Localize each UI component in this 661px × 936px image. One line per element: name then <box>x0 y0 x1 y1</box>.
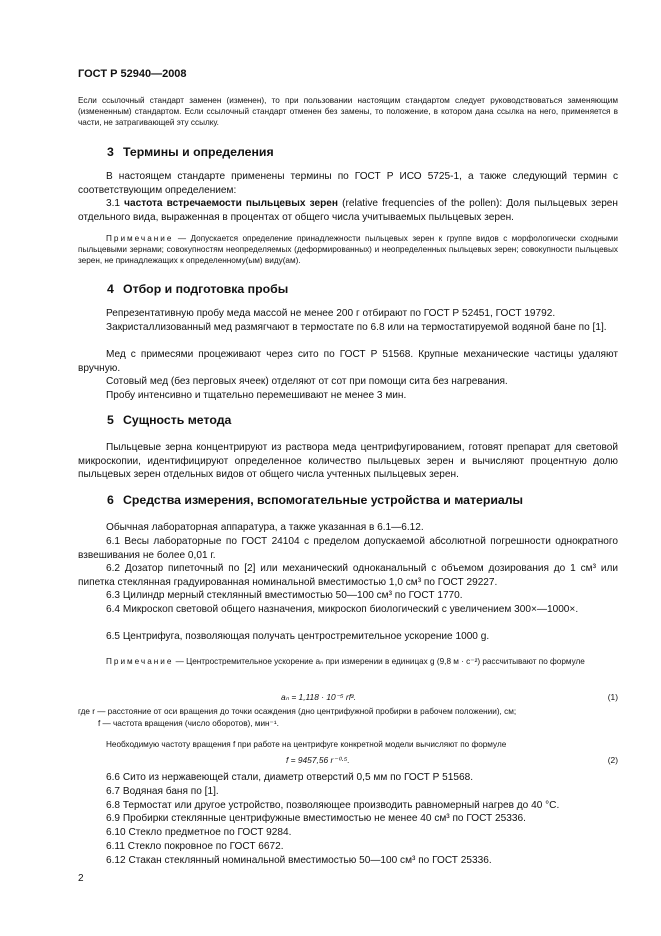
s4-paragraph-3: Мед с примесями процеживают через сито по ГОСТ Р 51568. Крупные механические частицы удаляют вручную. <box>78 349 618 374</box>
section-5-number: 5 <box>107 413 114 427</box>
s5-paragraph: Пыльцевые зерна концентрируют из раствора меда центрифугированием, готовят препарат для световой микроскопии, идентифицируют определенное количество пыльцевых зерен и вычисляют процентную долю пыльцевых зерен отдельных видов от общего числа учтенных пыльцевых зерен. <box>78 442 618 481</box>
section-4-number: 4 <box>107 282 114 296</box>
section-4-heading <box>107 282 288 296</box>
note-text: — Центростремительное ускорение aₙ при измерении в единицах g (9,8 м · c⁻²) рассчитывают по формуле <box>175 657 585 666</box>
s6-intro: Обычная лабораторная аппаратура, а также указанная в 6.1—6.12. <box>106 522 424 533</box>
note-text: — Допускается определение принадлежности пыльцевых зерен к группе видов с морфологически сходными пыльцевыми зернами; совокупностям неопределяемых (деформированных) и неопределенных пыльцевых зерен; совокупности пыльцевых зерен, не принадлежащих к определенному(ым) виду(ам). <box>78 234 618 266</box>
note-label: Примечание <box>106 657 174 666</box>
page-number: 2 <box>78 873 84 884</box>
formula-1: aₙ = 1,118 · 10⁻⁵ rf². <box>281 692 357 702</box>
formula-1-number: (1) <box>607 692 618 702</box>
s4-paragraph-5: Пробу интенсивно и тщательно перемешивают не менее 3 мин. <box>106 390 407 401</box>
s6-item-7: 6.7 Водяная баня по [1]. <box>106 786 219 797</box>
where-f: f — частота вращения (число оборотов), мин⁻¹. <box>98 719 279 728</box>
section-3-number: 3 <box>107 145 114 159</box>
section-3-heading <box>107 145 274 159</box>
s6-item-12: 6.12 Стакан стеклянный номинальной вместимостью 50—100 см³ по ГОСТ 25336. <box>106 855 492 866</box>
s6-item-9: 6.9 Пробирки стеклянные центрифужные вместимостью не менее 40 см³ по ГОСТ 25336. <box>106 813 526 824</box>
formula-2-number: (2) <box>607 755 618 765</box>
s6-item-4: 6.4 Микроскоп световой общего назначения, микроскоп биологический с увеличением 300×—1000×. <box>106 604 579 615</box>
formula-2: f = 9457,56 r⁻⁰·⁵. <box>286 755 350 765</box>
s6-item-2: 6.2 Дозатор пипеточный по [2] или механический одноканальный с объемом дозирования до 1 см³ или пипетка стеклянная градуированная номинальной вместимостью 1,0 см³ по ГОСТ 29227. <box>78 563 618 588</box>
s4-paragraph-4: Сотовый мед (без перговых ячеек) отделяют от сот при помощи сита без нагревания. <box>106 376 508 387</box>
s6-item-8: 6.8 Термостат или другое устройство, позволяющее производить равномерный нагрев до 40 °С. <box>106 800 560 811</box>
section-6-heading <box>107 493 523 507</box>
section-6-number: 6 <box>107 493 114 507</box>
section-6-title: Средства измерения, вспомогательные устройства и материалы <box>123 493 524 507</box>
s3-note <box>78 233 618 267</box>
document-header: ГОСТ Р 52940—2008 <box>78 68 187 80</box>
s6-item-6: 6.6 Сито из нержавеющей стали, диаметр отверстий 0,5 мм по ГОСТ Р 51568. <box>106 772 474 783</box>
s6-note <box>78 656 618 667</box>
s6-item-1: 6.1 Весы лабораторные по ГОСТ 24104 с пределом допускаемой абсолютной погрешности однократного взвешивания не более 0,01 г. <box>78 536 618 561</box>
s4-paragraph-1: Репрезентативную пробу меда массой не менее 200 г отбирают по ГОСТ Р 52451, ГОСТ 19792. <box>106 308 556 319</box>
s6-item-5: 6.5 Центрифуга, позволяющая получать центростремительное ускорение 1000 g. <box>106 631 490 642</box>
note-label: Примечание <box>106 234 174 243</box>
term-definition: (relative frequencies of the pollen): Доля пыльцевых зерен отдельного вида, выраженная в процентах от общего числа учитываемых пыльцевых зерен. <box>78 198 618 223</box>
term-number: 3.1 <box>106 198 121 209</box>
section-5-title: Сущность метода <box>123 413 232 427</box>
where-r: где r — расстояние от оси вращения до точки осаждения (дно центрифужной пробирки в рабочем положении), см; <box>78 707 517 716</box>
s6-item-3: 6.3 Цилиндр мерный стеклянный вместимостью 50—100 см³ по ГОСТ 1770. <box>106 590 463 601</box>
section-4-title: Отбор и подготовка пробы <box>123 282 289 296</box>
s6-item-10: 6.10 Стекло предметное по ГОСТ 9284. <box>106 827 292 838</box>
section-3-title: Термины и определения <box>123 145 274 159</box>
term-name: частота встречаемости пыльцевых зерен <box>124 198 338 209</box>
s3-term <box>78 197 618 224</box>
intro-note: Если ссылочный стандарт заменен (изменен), то при пользовании настоящим стандартом следует руководствоваться заменяющим (измененным) стандартом. Если ссылочный стандарт отменен без замены, то положение, в котором дана ссылка на него, применяется в части, не затрагивающей эту ссылку. <box>78 96 618 128</box>
freq-text: Необходимую частоту вращения f при работе на центрифуге конкретной модели вычисляют по формуле <box>106 740 507 749</box>
s4-paragraph-2: Закристаллизованный мед размягчают в термостате по 6.8 или на термостатируемой водяной бане по [1]. <box>106 322 607 333</box>
s6-item-11: 6.11 Стекло покровное по ГОСТ 6672. <box>106 841 284 852</box>
section-5-heading <box>107 413 231 427</box>
s3-paragraph: В настоящем стандарте применены термины по ГОСТ Р ИСО 5725-1, а также следующий термин с соответствующим определением: <box>78 171 618 196</box>
